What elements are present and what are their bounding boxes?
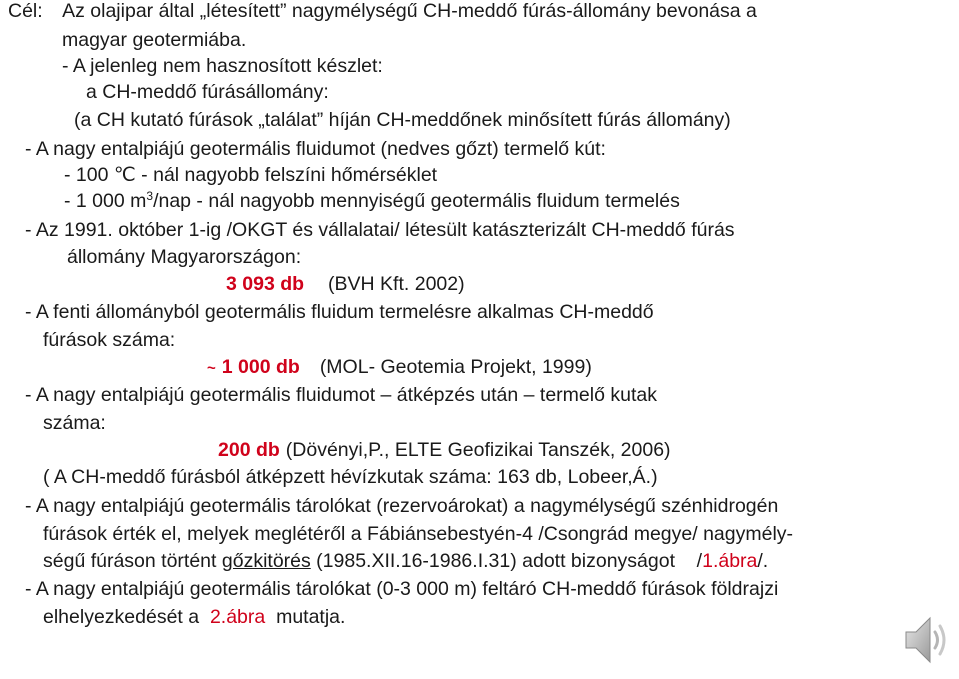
location-text-b: mutatja. [265,606,346,628]
converted-source: (Dövényi,P., ELTE Geofizikai Tanszék, 2006) [285,439,671,461]
reservoirs-cont-2 [43,550,768,572]
goal-text: Az olajipar által „létesített” nagymélységű CH-meddő fúrás-állomány bevonása a [62,0,757,22]
bullet-location: - A nagy entalpiájú geotermális tárolókat (0-3 000 m) feltáró CH-meddő fúrások földrajzi [25,578,779,600]
reservoirs-text-c: /. [757,550,769,572]
bullet-okgt-inventory: - Az 1991. október 1-ig /OKGT és vállalatai/ létesült katászterizált CH-meddő fúrás [25,219,735,241]
temperature-criterion: - 100 ℃ - nál nagyobb felszíni hőmérséklet [64,164,438,186]
ch-dry-wells-line: a CH-meddő fúrásállomány: [86,81,329,103]
bullet-high-enthalpy-well: - A nagy entalpiájú geotermális fluidumot (nedves gőzt) termelő kút: [25,138,606,160]
location-cont [43,606,345,628]
suitable-wells-cont: fúrások száma: [43,329,176,351]
bullet-reservoirs: - A nagy entalpiájú geotermális tárolókat (rezervoárokat) a nagymélységű szénhidrogén [25,495,779,517]
inventory-source: (BVH Kft. 2002) [328,273,465,295]
flow-criterion [64,190,680,212]
flow-criterion-a: - 1 000 m [64,190,147,212]
converted-count-line [218,439,671,461]
flow-criterion-sup: 3 [146,189,154,203]
approx-sign: ~ [207,360,216,377]
ch-dry-wells-note: (a CH kutató fúrások „találat” híján CH-meddőnek minősített fúrás állomány) [74,109,731,131]
inventory-count-line [226,273,465,295]
goal-line [8,0,757,22]
suitable-source: (MOL- Geotemia Projekt, 1999) [319,356,592,378]
thermal-wells-note: ( A CH-meddő fúrásból átképzett hévízkutak száma: 163 db, Lobeer,Á.) [43,466,658,488]
inventory-count: 3 093 db [226,273,305,295]
goal-label: Cél: [8,0,43,22]
bullet-unused-stock: - A jelenleg nem hasznosított készlet: [62,55,383,77]
speaker-icon[interactable] [904,612,950,668]
bullet-suitable-wells: - A fenti állományból geotermális fluidum termelésre alkalmas CH-meddő [25,301,654,323]
reservoirs-cont-1: fúrások érték el, melyek meglétéről a Fábiánsebestyén-4 /Csongrád megye/ nagymély- [43,523,794,545]
suitable-count-line [207,356,592,380]
figure-1-link[interactable]: 1.ábra [702,550,758,572]
reservoirs-text-a: ségű fúráson történt [43,550,222,572]
converted-count: 200 db [218,439,280,461]
bullet-converted-wells: - A nagy entalpiájú geotermális fluidumot – átképzés után – termelő kutak [25,384,657,406]
suitable-count: 1 000 db [221,356,300,378]
reservoirs-text-b: (1985.XII.16-1986.I.31) adott bizonyságot / [310,550,703,572]
goal-text-cont: magyar geotermiába. [62,29,247,51]
okgt-inventory-cont: állomány Magyarországon: [67,246,302,268]
converted-wells-cont: száma: [43,412,106,434]
steam-blowout-link[interactable]: gőzkitörés [221,550,311,572]
figure-2-link[interactable]: 2.ábra [209,606,266,628]
location-text-a: elhelyezkedését a [43,606,210,628]
flow-criterion-b: /nap - nál nagyobb mennyiségű geotermális fluidum termelés [153,190,680,212]
